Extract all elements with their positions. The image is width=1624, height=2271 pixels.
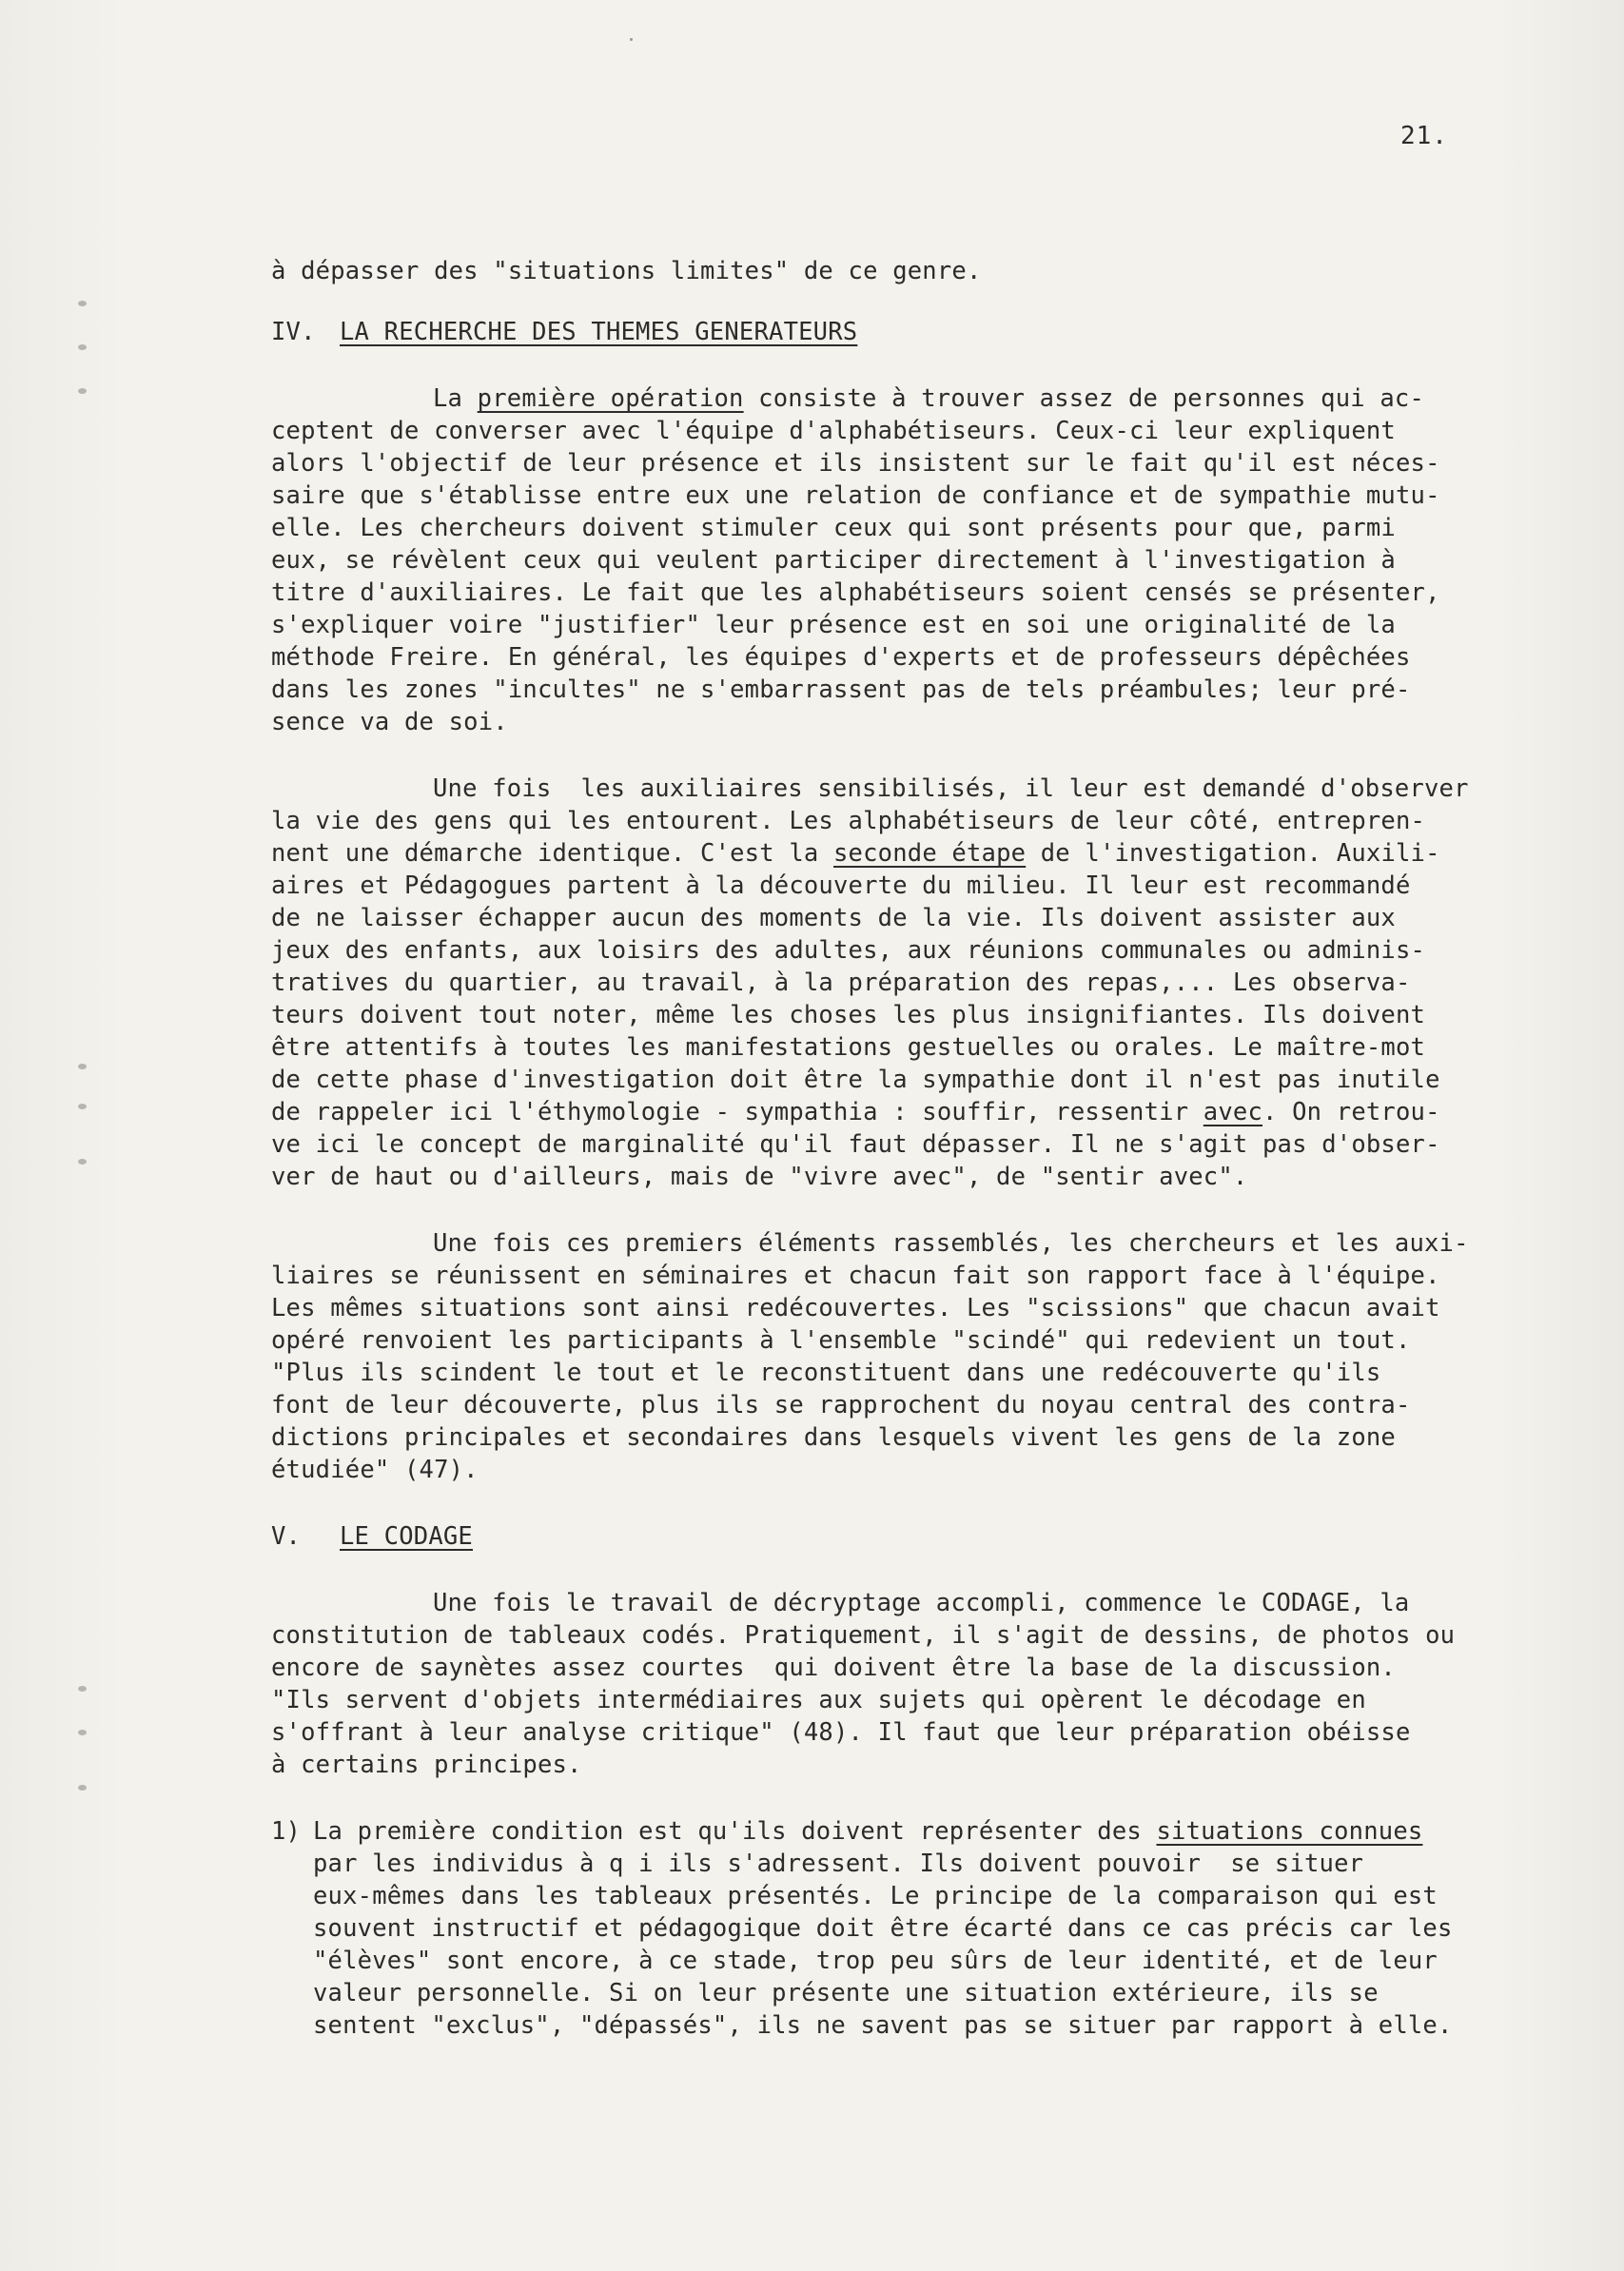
text-line: ve ici le concept de marginalité qu'il faut dépasser. Il ne s'agit pas d'obser- [271,1130,1440,1159]
text-line: valeur personnelle. Si on leur présente une situation extérieure, ils se [313,1979,1379,2007]
numbered-item [271,1815,1546,2042]
binder-hole-mark [78,1159,87,1165]
text-line: aires et Pédagogues partent à la découverte du milieu. Il leur est recommandé [271,871,1411,900]
text-line: Une fois le travail de décryptage accompli, commence le CODAGE, la [433,1589,1410,1617]
text-run: . On retrou- [1262,1098,1440,1126]
text-run: de rappeler ici l'éthymologie - sympathia : souffir, ressentir [271,1098,1203,1126]
binder-hole-mark [78,301,87,306]
paragraph [271,1227,1546,1486]
section-title: LA RECHERCHE DES THEMES GENERATEURS [340,318,858,346]
text-run: consiste à trouver assez de personnes qui ac- [743,384,1425,413]
body-text [271,255,1546,2042]
text-line: être attentifs à toutes les manifestations gestuelles ou orales. Le maître-mot [271,1033,1426,1062]
text-line: liaires se réunissent en séminaires et chacun fait son rapport face à l'équipe. [271,1262,1440,1290]
text-line: elle. Les chercheurs doivent stimuler ceux qui sont présents pour que, parmi [271,514,1396,542]
text-run: La [433,384,478,413]
text-line: opéré renvoient les participants à l'ensemble "scindé" qui redevient un tout. [271,1326,1411,1355]
text-line: eux, se révèlent ceux qui veulent participer directement à l'investigation à [271,546,1396,575]
text-line [271,382,1546,415]
text-line: eux-mêmes dans les tableaux présentés. Le principe de la comparaison qui est [313,1882,1438,1910]
text-line [271,1815,1546,1848]
binder-hole-mark [78,1686,87,1692]
section-heading-v [271,1520,1546,1553]
text-line: la vie des gens qui les entourent. Les alphabétiseurs de leur côté, entrepren- [271,807,1426,835]
underlined-term: seconde étape [833,839,1027,868]
binder-hole-mark [78,344,87,350]
text-line: "Plus ils scindent le tout et le reconstituent dans une redécouverte qu'ils [271,1359,1381,1387]
text-line: saire que s'établisse entre eux une relation de confiance et de sympathie mutu- [271,481,1440,510]
underlined-term: situations connues [1156,1817,1423,1846]
text-line: de ne laisser échapper aucun des moments de la vie. Ils doivent assister aux [271,904,1396,932]
section-heading-iv [271,316,1546,348]
text-line: titre d'auxiliaires. Le fait que les alphabétiseurs soient censés se présenter, [271,578,1440,607]
text-line: constitution de tableaux codés. Pratiquement, il s'agit de dessins, de photos ou [271,1621,1456,1650]
text-line: encore de saynètes assez courtes qui doivent être la base de la discussion. [271,1654,1396,1682]
text-line: par les individus à q i ils s'adressent. Ils doivent pouvoir se situer [313,1850,1364,1878]
binder-hole-mark [78,388,87,394]
text-line: teurs doivent tout noter, même les choses les plus insignifiantes. Ils doivent [271,1001,1426,1029]
text-line: ceptent de converser avec l'équipe d'alphabétiseurs. Ceux-ci leur expliquent [271,417,1396,445]
text-line: sence va de soi. [271,708,508,736]
text-line: Une fois ces premiers éléments rassemblés, les chercheurs et les auxi- [433,1229,1469,1258]
text-line: dictions principales et secondaires dans lesquels vivent les gens de la zone [271,1423,1396,1452]
text-line: souvent instructif et pédagogique doit être écarté dans ce cas précis car les [313,1914,1453,1943]
text-run: de l'investigation. Auxili- [1026,839,1440,868]
binder-hole-mark [78,1104,87,1109]
underlined-term: première opération [477,384,744,413]
text-run: nent une démarche identique. C'est la [271,839,833,868]
opening-line: à dépasser des "situations limites" de ce genre. [271,257,982,285]
text-line: tratives du quartier, au travail, à la préparation des repas,... Les observa- [271,969,1411,997]
text-line: s'offrant à leur analyse critique" (48). Il faut que leur préparation obéisse [271,1718,1411,1747]
text-line: étudiée" (47). [271,1456,479,1484]
text-line: sentent "exclus", "dépassés", ils ne savent pas se situer par rapport à elle. [313,2011,1453,2040]
text-line: de cette phase d'investigation doit être la sympathie dont il n'est pas inutile [271,1066,1440,1094]
text-line: Les mêmes situations sont ainsi redécouvertes. Les "scissions" que chacun avait [271,1294,1440,1322]
page-number: 21. [1400,122,1448,150]
text-line: alors l'objectif de leur présence et ils insistent sur le fait qu'il est néces- [271,449,1440,478]
text-line: dans les zones "incultes" ne s'embarrassent pas de tels préambules; leur pré- [271,675,1411,704]
text-line [271,837,1546,870]
section-title: LE CODAGE [340,1522,473,1551]
underlined-term: avec [1203,1098,1263,1126]
section-number: IV. [271,318,316,346]
text-line: ver de haut ou d'ailleurs, mais de "vivre avec", de "sentir avec". [271,1163,1248,1191]
text-line: s'expliquer voire "justifier" leur présence est en soi une originalité de la [271,611,1396,639]
paragraph [271,382,1546,738]
text-line [271,1096,1546,1128]
section-number: V. [271,1522,302,1551]
binder-hole-mark [78,1730,87,1735]
text-line: font de leur découverte, plus ils se rapprochent du noyau central des contra- [271,1391,1411,1419]
text-line: jeux des enfants, aux loisirs des adultes, aux réunions communales ou adminis- [271,936,1426,965]
paragraph [271,773,1546,1193]
paragraph [271,1587,1546,1781]
binder-hole-mark [78,1785,87,1791]
text-line: "Ils servent d'objets intermédiaires aux sujets qui opèrent le décodage en [271,1686,1366,1714]
text-run: La première condition est qu'ils doivent représenter des [313,1817,1157,1846]
text-line: à certains principes. [271,1751,582,1779]
binder-hole-mark [78,1064,87,1069]
text-line: "élèves" sont encore, à ce stade, trop peu sûrs de leur identité, et de leur [313,1947,1438,1975]
paper-speck [630,38,633,41]
text-line: méthode Freire. En général, les équipes d'experts et de professeurs dépêchées [271,643,1411,672]
item-number: 1) [271,1817,302,1846]
text-line: Une fois les auxiliaires sensibilisés, il leur est demandé d'observer [433,774,1469,803]
